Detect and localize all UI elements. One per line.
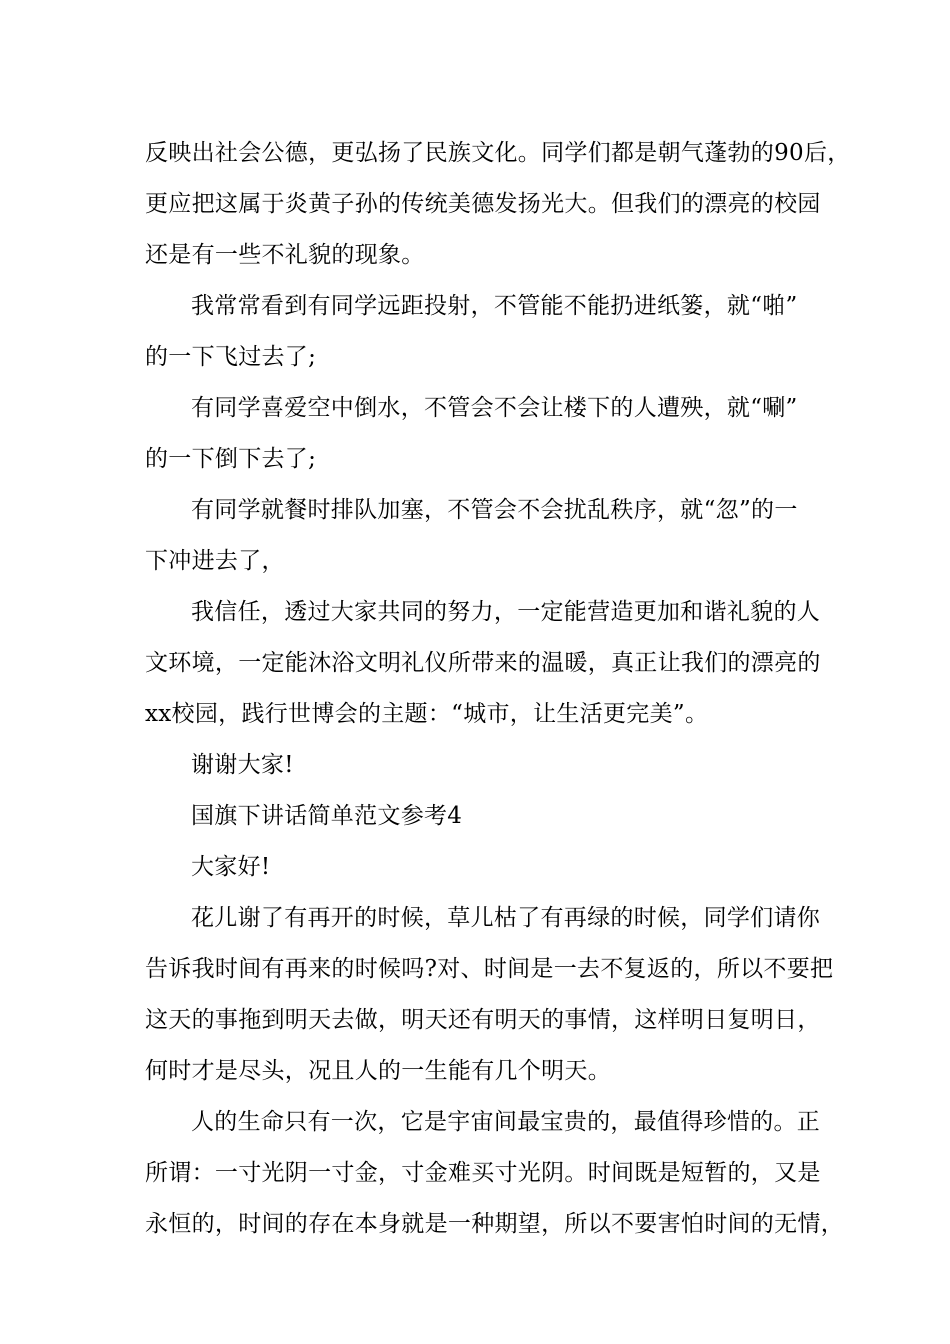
text-line: 永恒的，时间的存在本身就是一种期望，所以不要害怕时间的无情，	[145, 1211, 844, 1237]
text-line: 所谓：一寸光阴一寸金，寸金难买寸光阴。时间既是短暂的，又是	[145, 1160, 821, 1186]
text-line: 人的生命只有一次，它是宇宙间最宝贵的，最值得珍惜的。正	[191, 1109, 821, 1135]
text-line: 告诉我时间有再来的时候吗?对、时间是一去不复返的，所以不要把	[145, 956, 834, 982]
document-body	[145, 128, 851, 1250]
text-line: 的一下倒下去了;	[145, 446, 317, 472]
text-line: 文环境，一定能沐浴文明礼仪所带来的温暖，真正让我们的漂亮的	[145, 650, 821, 676]
text-line: 我信任，透过大家共同的努力，一定能营造更加和谐礼貌的人	[191, 599, 821, 625]
text-line: 有同学就餐时排队加塞，不管会不会扰乱秩序，就“忽”的一	[191, 497, 798, 523]
text-line: xx校园，践行世博会的主题：“城市，让生活更完美”。	[145, 701, 709, 727]
greeting-line: 大家好!	[191, 854, 271, 880]
closing-line: 谢谢大家!	[191, 752, 294, 778]
text-line: 花儿谢了有再开的时候，草儿枯了有再绿的时候，同学们请你	[191, 905, 821, 931]
text-line: 还是有一些不礼貌的现象。	[145, 242, 425, 268]
text-line: 这天的事拖到明天去做，明天还有明天的事情，这样明日复明日，	[145, 1007, 821, 1033]
text-line: 有同学喜爱空中倒水，不管会不会让楼下的人遭殃，就“唰”	[191, 395, 798, 421]
text-line: 的一下飞过去了;	[145, 344, 317, 370]
text-line: 更应把这属于炎黄子孙的传统美德发扬光大。但我们的漂亮的校园	[145, 191, 821, 217]
text-line: 何时才是尽头，况且人的一生能有几个明天。	[145, 1058, 611, 1084]
text-line: 下冲进去了，	[145, 548, 285, 574]
text-line: 我常常看到有同学远距投射，不管能不能扔进纸篓，就“啪”	[191, 293, 798, 319]
text-line: 反映出社会公德，更弘扬了民族文化。同学们都是朝气蓬勃的90后，	[145, 140, 851, 166]
section-heading: 国旗下讲话简单范文参考4	[191, 803, 463, 829]
